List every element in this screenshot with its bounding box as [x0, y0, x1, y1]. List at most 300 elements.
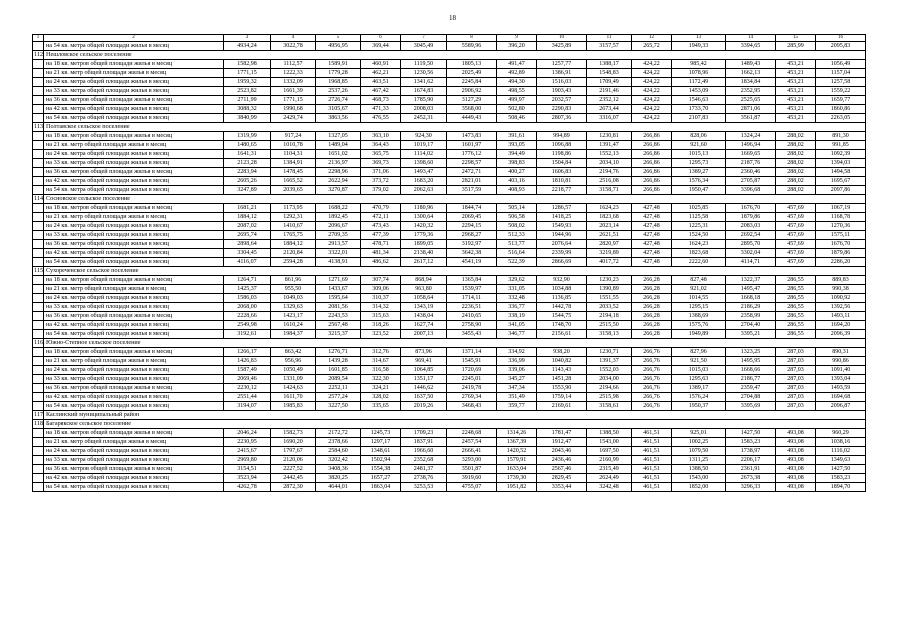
- value-cell: 1391,47: [587, 141, 632, 150]
- value-cell: 1222,33: [271, 69, 316, 78]
- value-cell: 2263,05: [816, 114, 866, 123]
- index-cell: [33, 240, 44, 249]
- value-cell: 889,83: [816, 276, 866, 285]
- row-label: на 36 кв. метров общей площади жилья в месяц: [44, 465, 224, 474]
- value-cell: 1695,67: [816, 177, 866, 186]
- value-cell: 1516,03: [537, 78, 587, 87]
- page-number: 18: [449, 14, 456, 22]
- value-cell: 1002,25: [672, 438, 726, 447]
- column-number: 2: [44, 35, 224, 42]
- value-cell: 463,51: [361, 78, 401, 87]
- value-cell: 1322,37: [726, 276, 776, 285]
- value-cell: 955,50: [271, 285, 316, 294]
- value-cell: 1371,14: [447, 348, 497, 357]
- value-cell: 2410,65: [447, 312, 497, 321]
- value-cell: 493,08: [776, 438, 816, 447]
- value-cell: 2605,26: [224, 177, 271, 186]
- value-cell: 427,48: [632, 258, 672, 267]
- value-cell: 1543,00: [672, 474, 726, 483]
- value-cell: 314,32: [361, 303, 401, 312]
- value-cell: 4262,78: [224, 483, 271, 492]
- value-cell: 2361,91: [726, 465, 776, 474]
- value-cell: 322,30: [361, 375, 401, 384]
- value-cell: 324,21: [361, 384, 401, 393]
- value-cell: 471,33: [361, 105, 401, 114]
- value-cell: 2617,12: [401, 258, 447, 267]
- value-cell: 2537,26: [316, 87, 361, 96]
- value-cell: 494,30: [497, 78, 537, 87]
- value-cell: 1659,77: [816, 96, 866, 105]
- value-cell: 481,34: [361, 249, 401, 258]
- value-cell: 453,21: [776, 87, 816, 96]
- value-cell: 1173,95: [271, 204, 316, 213]
- value-cell: 1091,40: [816, 366, 866, 375]
- value-cell: 513,77: [497, 240, 537, 249]
- value-cell: 286,55: [776, 303, 816, 312]
- value-cell: 2169,61: [537, 402, 587, 411]
- row-label: на 54 кв. метра общей площади жилья в месяц: [44, 402, 224, 411]
- value-cell: 493,08: [776, 474, 816, 483]
- value-cell: 427,48: [632, 213, 672, 222]
- value-cell: 1056,49: [816, 60, 866, 69]
- value-cell: 2969,80: [224, 456, 271, 465]
- value-cell: 3568,00: [447, 105, 497, 114]
- value-cell: 2358,99: [726, 312, 776, 321]
- value-cell: 391,61: [497, 132, 537, 141]
- row-label: на 24 кв. метра общей площади жилья в месяц: [44, 294, 224, 303]
- value-cell: 1576,34: [672, 177, 726, 186]
- index-cell: [33, 294, 44, 303]
- value-cell: 1389,17: [672, 384, 726, 393]
- value-cell: 427,48: [632, 204, 672, 213]
- value-cell: 505,14: [497, 204, 537, 213]
- value-cell: 2120,06: [271, 456, 316, 465]
- table-row: [33, 456, 866, 465]
- table-row: [33, 186, 866, 195]
- value-cell: 2025,49: [447, 69, 497, 78]
- value-cell: 1495,47: [726, 285, 776, 294]
- column-number: 12: [632, 35, 672, 42]
- value-cell: 364,43: [361, 141, 401, 150]
- row-label: на 33 кв. метра общей площади жилья в месяц: [44, 456, 224, 465]
- value-cell: 1367,39: [497, 438, 537, 447]
- row-label: на 18 кв. метров общей площади жилья в месяц: [44, 60, 224, 69]
- value-cell: 347,34: [497, 384, 537, 393]
- value-cell: 1319,99: [224, 132, 271, 141]
- value-cell: 266,76: [632, 393, 672, 402]
- row-label: на 54 кв. метра общей площади жилья в месяц: [44, 186, 224, 195]
- value-cell: 1341,62: [401, 78, 447, 87]
- table-row: [33, 159, 866, 168]
- value-cell: 1661,39: [271, 87, 316, 96]
- table-row: [33, 402, 866, 411]
- value-cell: 1386,91: [537, 69, 587, 78]
- index-cell: [33, 177, 44, 186]
- table-row: [33, 96, 866, 105]
- value-cell: 1771,15: [271, 96, 316, 105]
- value-cell: 461,51: [632, 429, 672, 438]
- value-cell: 1311,25: [672, 456, 726, 465]
- value-cell: 394,49: [497, 150, 537, 159]
- value-cell: 266,28: [632, 276, 672, 285]
- value-cell: 1493,11: [816, 312, 866, 321]
- value-cell: 335,65: [361, 402, 401, 411]
- value-cell: 3247,89: [224, 186, 271, 195]
- value-cell: 917,24: [271, 132, 316, 141]
- value-cell: 1264,71: [224, 276, 271, 285]
- column-number-row: [33, 35, 866, 42]
- value-cell: 1351,17: [401, 375, 447, 384]
- value-cell: 461,51: [632, 438, 672, 447]
- value-cell: 316,58: [361, 366, 401, 375]
- table-row: [33, 114, 866, 123]
- value-cell: 314,67: [361, 357, 401, 366]
- value-cell: 1295,63: [672, 375, 726, 384]
- value-cell: 1624,23: [587, 204, 632, 213]
- index-cell: [33, 159, 44, 168]
- value-cell: 502,80: [497, 105, 537, 114]
- value-cell: 427,48: [632, 222, 672, 231]
- value-cell: 424,22: [632, 105, 672, 114]
- value-cell: 2032,57: [537, 96, 587, 105]
- value-cell: 1410,67: [271, 222, 316, 231]
- row-label: на 42 кв. метра общей площади жилья в месяц: [44, 393, 224, 402]
- value-cell: 1951,82: [497, 483, 537, 492]
- value-cell: 921,60: [672, 141, 726, 150]
- table-row: [33, 150, 866, 159]
- value-cell: 286,55: [776, 276, 816, 285]
- value-cell: 2187,76: [726, 159, 776, 168]
- value-cell: 453,21: [776, 69, 816, 78]
- value-cell: 1559,22: [816, 87, 866, 96]
- value-cell: 3919,60: [447, 474, 497, 483]
- value-cell: 960,29: [816, 429, 866, 438]
- table-row: [33, 429, 866, 438]
- value-cell: 2243,53: [316, 312, 361, 321]
- index-cell: [33, 312, 44, 321]
- table-row: [33, 258, 866, 267]
- value-cell: 1539,97: [447, 285, 497, 294]
- value-cell: 1765,75: [271, 231, 316, 240]
- value-cell: 1879,86: [816, 249, 866, 258]
- value-cell: 393,05: [497, 141, 537, 150]
- column-number: 1: [33, 35, 44, 42]
- value-cell: 1776,12: [447, 150, 497, 159]
- column-number: 4: [271, 35, 316, 42]
- value-cell: 2186,77: [726, 375, 776, 384]
- value-cell: 1950,47: [672, 186, 726, 195]
- value-cell: 1676,70: [726, 204, 776, 213]
- value-cell: 1601,85: [316, 366, 361, 375]
- value-cell: 461,51: [632, 474, 672, 483]
- value-cell: 2097,86: [816, 186, 866, 195]
- value-cell: 460,91: [361, 60, 401, 69]
- table-row: [33, 276, 866, 285]
- value-cell: 2622,94: [316, 177, 361, 186]
- value-cell: 2069,46: [224, 375, 271, 384]
- index-cell: [33, 483, 44, 492]
- value-cell: 2222,60: [672, 258, 726, 267]
- value-cell: 1587,49: [224, 366, 271, 375]
- value-cell: 266,76: [632, 348, 672, 357]
- value-cell: 1545,91: [447, 357, 497, 366]
- value-cell: 1739,30: [497, 474, 537, 483]
- value-cell: 1390,89: [587, 285, 632, 294]
- row-label: на 54 кв. метра общей площади жилья в месяц: [44, 114, 224, 123]
- column-number: 3: [224, 35, 271, 42]
- value-cell: 1697,50: [587, 447, 632, 456]
- value-cell: 453,21: [776, 60, 816, 69]
- value-cell: 2516,08: [587, 177, 632, 186]
- table-row: [33, 393, 866, 402]
- column-number: 11: [587, 35, 632, 42]
- table-row: [33, 366, 866, 375]
- value-cell: 1576,24: [672, 393, 726, 402]
- column-number: 5: [316, 35, 361, 42]
- table-row: [33, 69, 866, 78]
- value-cell: 287,03: [776, 375, 816, 384]
- value-cell: 2089,54: [316, 375, 361, 384]
- value-cell: 1852,00: [672, 483, 726, 492]
- value-cell: 3517,59: [447, 186, 497, 195]
- row-label: на 33 кв. метра общей площади жилья в месяц: [44, 231, 224, 240]
- column-number: 14: [726, 35, 776, 42]
- value-cell: 1494,58: [816, 168, 866, 177]
- value-cell: 310,37: [361, 294, 401, 303]
- value-cell: 1332,09: [271, 78, 316, 87]
- value-cell: 2436,46: [537, 456, 587, 465]
- value-cell: 863,42: [271, 348, 316, 357]
- value-cell: 286,55: [776, 330, 816, 339]
- value-cell: 336,99: [497, 357, 537, 366]
- row-label: на 24 кв. метра общей площади жилья в месяц: [44, 78, 224, 87]
- value-cell: 3316,07: [587, 114, 632, 123]
- index-cell: [33, 456, 44, 465]
- value-cell: 1688,22: [316, 204, 361, 213]
- index-cell: [33, 42, 44, 51]
- value-cell: 2359,47: [726, 384, 776, 393]
- value-cell: 3820,25: [316, 474, 361, 483]
- value-cell: 1575,76: [672, 321, 726, 330]
- row-label: на 33 кв. метра общей площади жилья в месяц: [44, 159, 224, 168]
- value-cell: 288,02: [776, 177, 816, 186]
- value-cell: 1116,02: [816, 447, 866, 456]
- index-cell: [33, 474, 44, 483]
- section-title: Багарякское сельское поселение: [44, 420, 866, 429]
- value-cell: 3088,32: [224, 105, 271, 114]
- value-cell: 424,22: [632, 60, 672, 69]
- value-cell: 516,64: [497, 249, 537, 258]
- value-cell: 287,03: [776, 357, 816, 366]
- value-cell: 1038,16: [816, 438, 866, 447]
- value-cell: 3045,49: [401, 42, 447, 51]
- value-cell: 1391,37: [587, 357, 632, 366]
- value-cell: 1586,03: [224, 294, 271, 303]
- value-cell: 266,76: [632, 375, 672, 384]
- value-cell: 921,50: [672, 357, 726, 366]
- value-cell: 266,86: [632, 132, 672, 141]
- value-cell: 925,01: [672, 429, 726, 438]
- table-row: [33, 384, 866, 393]
- value-cell: 3105,67: [316, 105, 361, 114]
- value-cell: 1015,03: [672, 366, 726, 375]
- value-cell: 1912,47: [537, 438, 587, 447]
- value-cell: 424,22: [632, 87, 672, 96]
- section-row: [33, 51, 866, 60]
- table-row: [33, 177, 866, 186]
- row-label: на 42 кв. метра общей площади жилья в месяц: [44, 249, 224, 258]
- value-cell: 1230,81: [587, 132, 632, 141]
- value-cell: 2227,52: [271, 465, 316, 474]
- value-cell: 2738,76: [401, 474, 447, 483]
- value-cell: 2160,99: [587, 456, 632, 465]
- index-cell: [33, 321, 44, 330]
- value-cell: 2807,36: [537, 114, 587, 123]
- value-cell: 498,55: [497, 87, 537, 96]
- value-cell: 3642,38: [447, 249, 497, 258]
- value-cell: 2621,51: [587, 231, 632, 240]
- value-cell: 266,86: [632, 177, 672, 186]
- value-cell: 1844,74: [447, 204, 497, 213]
- index-cell: [33, 429, 44, 438]
- value-cell: 1078,96: [672, 69, 726, 78]
- section-title: Каслинский муниципальный район: [44, 411, 866, 420]
- value-cell: 1019,17: [401, 141, 447, 150]
- value-cell: 1245,73: [361, 429, 401, 438]
- value-cell: 3192,97: [447, 240, 497, 249]
- value-cell: 1096,88: [537, 141, 587, 150]
- value-cell: 1879,86: [726, 213, 776, 222]
- value-cell: 1683,20: [401, 177, 447, 186]
- index-cell: [33, 204, 44, 213]
- value-cell: 1949,89: [672, 330, 726, 339]
- value-cell: 288,02: [776, 150, 816, 159]
- value-cell: 266,76: [632, 384, 672, 393]
- table-row: [33, 231, 866, 240]
- value-cell: 3296,33: [726, 483, 776, 492]
- value-cell: 991,85: [816, 141, 866, 150]
- table-row: [33, 312, 866, 321]
- value-cell: 315,63: [361, 312, 401, 321]
- index-cell: [33, 105, 44, 114]
- value-cell: 408,93: [497, 186, 537, 195]
- table-row: [33, 330, 866, 339]
- value-cell: 468,73: [361, 96, 401, 105]
- value-cell: 1575,11: [816, 231, 866, 240]
- value-cell: 4541,19: [447, 258, 497, 267]
- value-cell: 2194,66: [587, 384, 632, 393]
- value-cell: 3270,87: [316, 186, 361, 195]
- row-label: на 42 кв. метра общей площади жилья в месяц: [44, 474, 224, 483]
- value-cell: 1834,84: [726, 78, 776, 87]
- value-cell: 1637,50: [401, 393, 447, 402]
- row-label: на 21 кв. метр общей площади жилья в месяц: [44, 438, 224, 447]
- value-cell: 1779,28: [316, 69, 361, 78]
- value-cell: 1543,00: [587, 438, 632, 447]
- value-cell: 1388,17: [587, 60, 632, 69]
- value-cell: 1446,62: [401, 384, 447, 393]
- value-cell: 1064,85: [401, 366, 447, 375]
- section-index: 112.: [34, 51, 45, 58]
- value-cell: 1015,13: [672, 150, 726, 159]
- value-cell: 1348,61: [361, 447, 401, 456]
- value-cell: 932,90: [537, 276, 587, 285]
- value-cell: 1198,86: [537, 150, 587, 159]
- value-cell: 1343,19: [401, 303, 447, 312]
- row-label: на 21 кв. метр общей площади жилья в месяц: [44, 69, 224, 78]
- value-cell: 2136,97: [316, 159, 361, 168]
- value-cell: 288,02: [776, 159, 816, 168]
- value-cell: 990,86: [816, 357, 866, 366]
- value-cell: 3396,68: [726, 186, 776, 195]
- row-label: на 36 кв. метров общей площади жилья в месяц: [44, 312, 224, 321]
- value-cell: 427,48: [632, 240, 672, 249]
- value-cell: 2452,31: [401, 114, 447, 123]
- index-cell: [33, 168, 44, 177]
- value-cell: 1748,70: [537, 321, 587, 330]
- row-label: на 42 кв. метра общей площади жилья в месяц: [44, 105, 224, 114]
- value-cell: 1651,02: [316, 150, 361, 159]
- value-cell: 2673,38: [726, 474, 776, 483]
- value-cell: 492,89: [497, 69, 537, 78]
- row-label: на 54 кв. метра общей площади жилья в месяц: [44, 330, 224, 339]
- value-cell: 2704,40: [726, 321, 776, 330]
- value-cell: 873,96: [401, 348, 447, 357]
- value-cell: 2567,48: [316, 321, 361, 330]
- value-cell: 1014,55: [672, 294, 726, 303]
- row-label: на 24 кв. метра общей площади жилья в месяц: [44, 366, 224, 375]
- value-cell: 1423,17: [271, 312, 316, 321]
- value-cell: 1709,49: [587, 78, 632, 87]
- value-cell: 3293,00: [447, 456, 497, 465]
- value-cell: 1504,84: [537, 159, 587, 168]
- value-cell: 2023,14: [587, 222, 632, 231]
- value-cell: 2906,92: [447, 87, 497, 96]
- value-cell: 963,80: [401, 285, 447, 294]
- value-cell: 1669,65: [726, 150, 776, 159]
- value-cell: 1365,84: [447, 276, 497, 285]
- value-cell: 1388,50: [587, 429, 632, 438]
- value-cell: 1266,17: [224, 348, 271, 357]
- table-row: [33, 168, 866, 177]
- value-cell: 1230,71: [587, 348, 632, 357]
- value-cell: 3395,21: [726, 330, 776, 339]
- column-number: 6: [361, 35, 401, 42]
- row-label: на 18 кв. метров общей площади жилья в месяц: [44, 204, 224, 213]
- value-cell: 1899,05: [401, 240, 447, 249]
- value-cell: 1442,78: [537, 303, 587, 312]
- value-cell: 1950,37: [672, 402, 726, 411]
- value-cell: 2726,74: [316, 96, 361, 105]
- value-cell: 2442,45: [271, 474, 316, 483]
- value-cell: 1034,88: [537, 285, 587, 294]
- index-cell: [33, 402, 44, 411]
- value-cell: 3304,45: [224, 249, 271, 258]
- value-cell: 1781,47: [537, 429, 587, 438]
- value-cell: 1067,19: [816, 204, 866, 213]
- value-cell: 3253,53: [401, 483, 447, 492]
- value-cell: 3242,48: [587, 483, 632, 492]
- value-cell: 3158,61: [587, 402, 632, 411]
- value-cell: 286,55: [776, 294, 816, 303]
- value-cell: 3022,78: [271, 42, 316, 51]
- value-cell: 1714,11: [447, 294, 497, 303]
- index-cell: [33, 285, 44, 294]
- table-row: [33, 348, 866, 357]
- value-cell: 2096,87: [816, 402, 866, 411]
- table-row: [33, 204, 866, 213]
- value-cell: 2866,69: [537, 258, 587, 267]
